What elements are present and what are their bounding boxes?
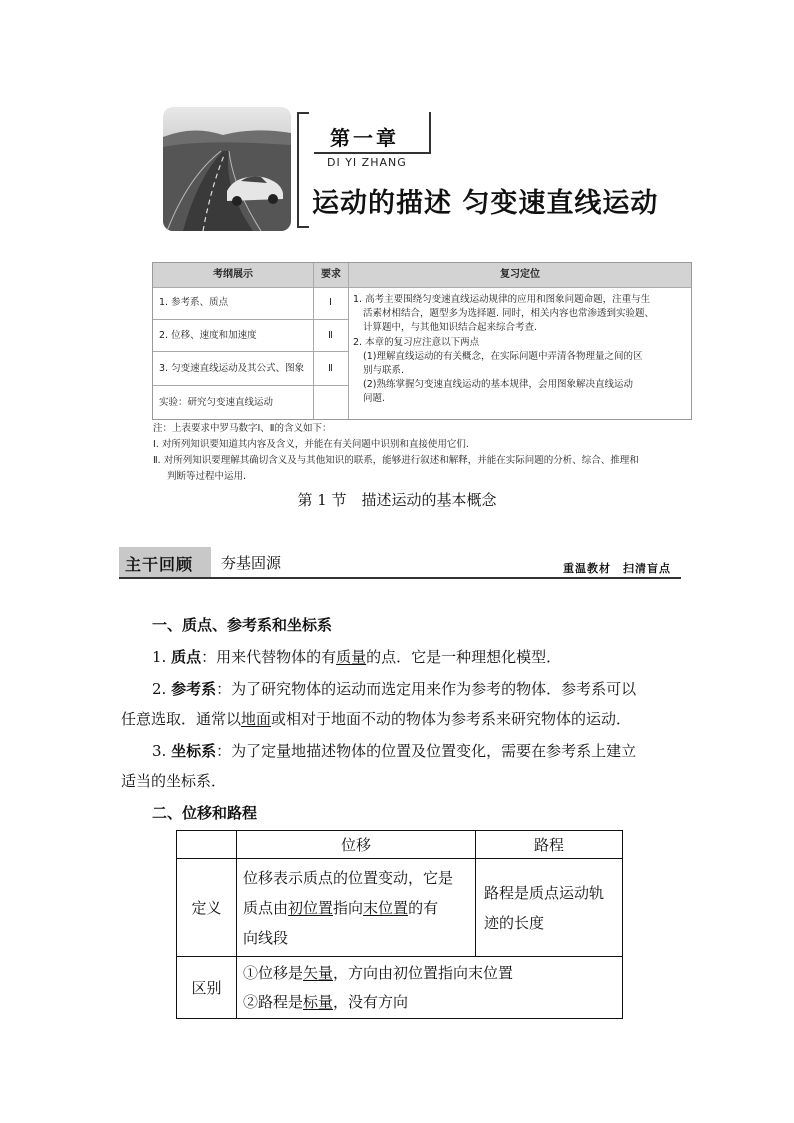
- difference-text: ①位移是矢量，方向由初位置指向末位置 ②路程是标量，没有方向: [237, 957, 623, 1019]
- paragraph-reference-frame: 2. 参考系：为了研究物体的运动而选定用来作为参考的物体．参考系可以: [152, 680, 637, 698]
- definition-displacement: 位移表示质点的位置变动，它是 质点由初位置指向末位置的有 向线段: [237, 859, 476, 957]
- note-line: 注：上表要求中罗马数字Ⅰ、Ⅱ的含义如下：: [153, 423, 332, 434]
- definition-distance: 路程是质点运动轨 迹的长度: [476, 859, 623, 957]
- outline-notes: [153, 421, 693, 485]
- chapter-pinyin: DI YI ZHANG: [327, 156, 407, 169]
- banner-underline: [119, 577, 681, 579]
- outline-row-req: Ⅱ: [313, 351, 348, 385]
- outline-header-topic: 考纲展示: [153, 263, 313, 287]
- section-title: 第 1 节 描述运动的基本概念: [297, 491, 497, 509]
- displacement-distance-table: [176, 830, 623, 1019]
- outline-row-topic: 实验：研究匀变速直线运动: [153, 385, 313, 419]
- outline-header-requirement: 要求: [314, 263, 348, 287]
- road-car-image: [163, 107, 291, 231]
- banner-tagline: 重温教材 扫清盲点: [563, 562, 671, 575]
- outline-header-review: 复习定位: [349, 263, 691, 287]
- paragraph-coordinate-system: 3. 坐标系：为了定量地描述物体的位置及位置变化，需要在参考系上建立: [152, 742, 637, 760]
- review-line: 别与联系.: [363, 365, 405, 377]
- note-line: Ⅰ. 对所列知识要知道其内容及含义，并能在有关问题中识别和直接使用它们.: [153, 439, 469, 450]
- chapter-cover-photo: [163, 107, 291, 231]
- chapter-bracket: [297, 112, 309, 228]
- chapter-divider: [314, 152, 431, 153]
- outline-review-text: [353, 293, 687, 407]
- paragraph-coordinate-system-cont: 适当的坐标系．: [121, 772, 227, 790]
- outline-row-topic: 1. 参考系、质点: [159, 297, 229, 308]
- outline-row-req: Ⅰ: [329, 297, 332, 308]
- review-line: (2)熟练掌握匀变速直线运动的基本规律，会用图象解决直线运动: [363, 379, 633, 391]
- outline-row-topic: 3. 匀变速直线运动及其公式、图象: [153, 351, 313, 385]
- col-distance: 路程: [476, 831, 623, 859]
- col-displacement: 位移: [237, 831, 476, 859]
- review-line: 1. 高考主要围绕匀变速直线运动规律的应用和图象问题命题，注重与生: [353, 294, 651, 305]
- review-line: (1)理解直线运动的有关概念，在实际问题中弄清各物理量之间的区: [363, 350, 643, 362]
- paragraph-mass-point: 1. 质点：用来代替物体的有质量的点．它是一种理想化模型．: [152, 648, 562, 666]
- outline-row-topic: 2. 位移、速度和加速度: [153, 319, 313, 351]
- banner-subtitle: 夯基固源: [221, 554, 282, 572]
- row-difference: 区别: [177, 957, 237, 1019]
- chapter-subtitle: 运动的描述 匀变速直线运动: [312, 188, 659, 219]
- note-line: Ⅱ. 对所列知识要理解其确切含义及与其他知识的联系，能够进行叙述和解释，并能在实际问题的分析、综合、推理和: [153, 455, 639, 466]
- note-line: 判断等过程中运用.: [167, 471, 247, 482]
- review-line: 活素材相结合，题型多为选择题. 同时，相关内容也常渗透到实验题、: [363, 308, 655, 320]
- chapter-number-title: 第一章: [330, 126, 399, 150]
- heading-1: 一、质点、参考系和坐标系: [152, 616, 333, 634]
- row-definition: 定义: [177, 859, 237, 957]
- review-line: 2. 本章的复习应注意以下两点: [353, 336, 480, 348]
- outline-row-req: Ⅱ: [313, 319, 348, 351]
- heading-2: 二、位移和路程: [152, 804, 258, 822]
- exam-outline-table: [152, 262, 692, 420]
- paragraph-reference-frame-cont: 任意选取．通常以地面或相对于地面不动的物体为参考系来研究物体的运动．: [121, 710, 632, 728]
- review-line: 计算题中，与其他知识结合起来综合考查.: [363, 322, 538, 334]
- review-line: 问题.: [363, 393, 386, 405]
- banner-label: 主干回顾: [125, 555, 194, 574]
